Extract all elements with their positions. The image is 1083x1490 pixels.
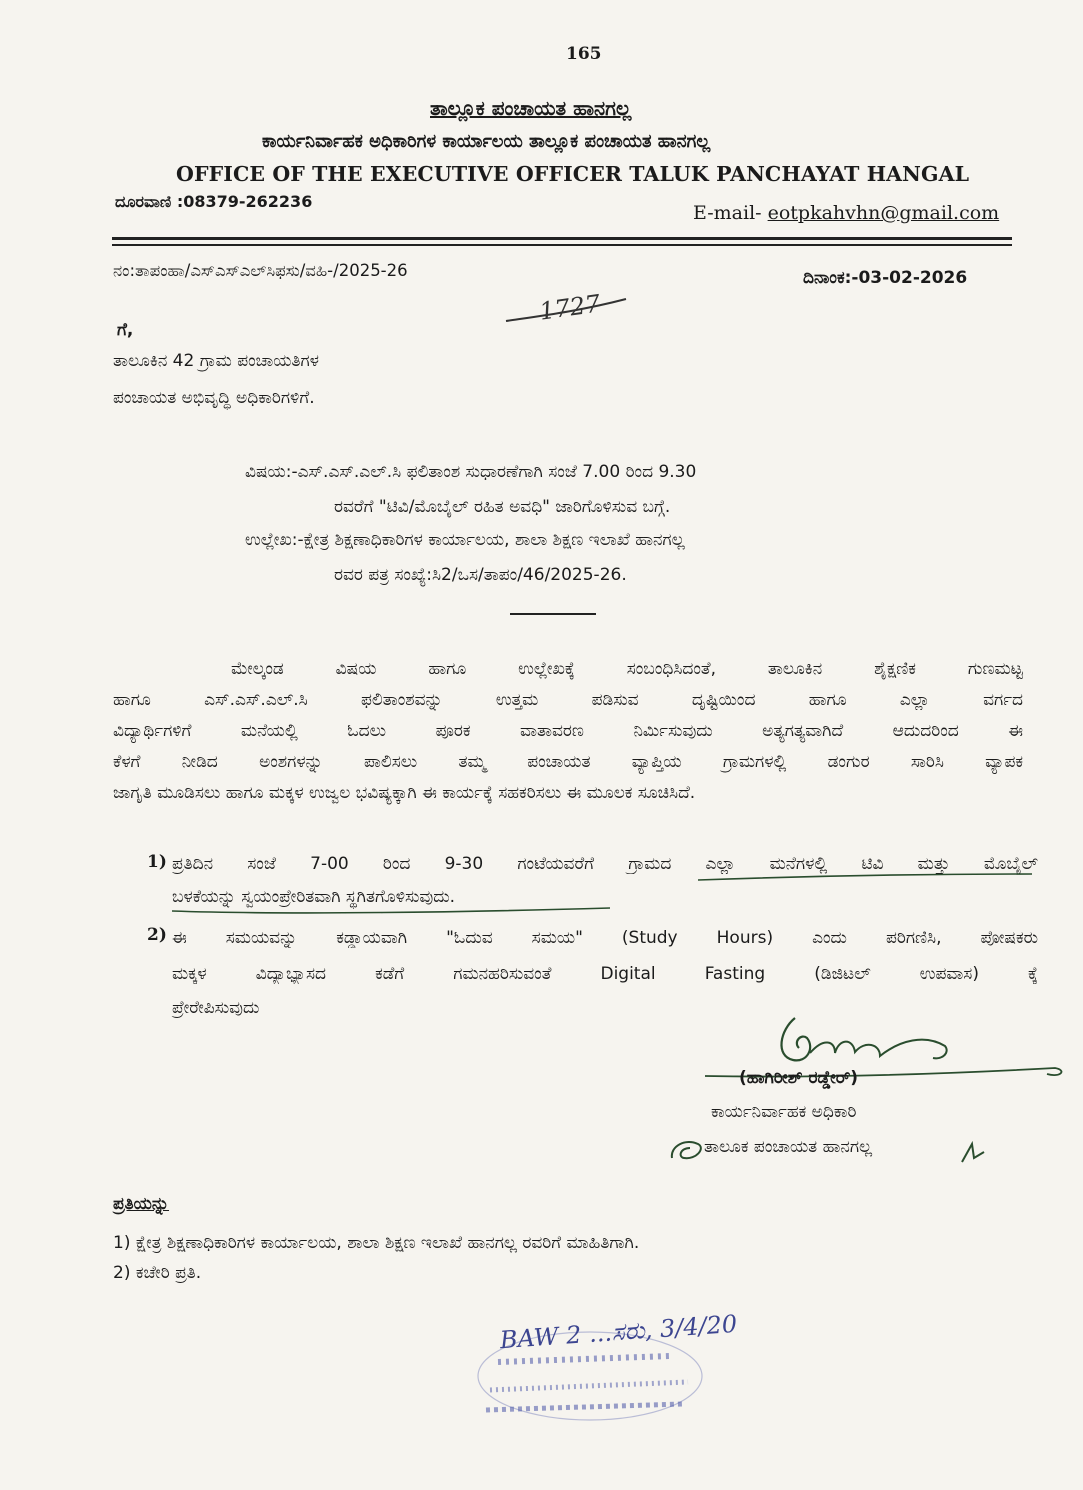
point-1-line-1: ಪ್ರತಿದಿನ ಸಂಜೆ 7-00 ರಿಂದ 9-30 ಗಂಟೆಯವರೆಗೆ ಗ್ರಾಮದ ಎಲ್ಲಾ ಮನೆಗಳಲ್ಲಿ ಟಿವಿ ಮತ್ತು ಮೊಬೈಲ್ [172,854,1038,874]
inward-number-text: 1727 [537,289,603,326]
signature-tick [958,1138,988,1168]
body-line-2: ಹಾಗೂ ಎಸ್.ಎಸ್.ಎಲ್.ಸಿ ಫಲಿತಾಂಶವನ್ನು ಉತ್ತಮ ಪಡಿಸುವ ದೃಷ್ಟಿಯಿಂದ ಹಾಗೂ ಎಲ್ಲಾ ವರ್ಗದ [113,690,1023,710]
received-stamp [470,1298,820,1438]
header-rule-bottom [112,244,1012,246]
subject-line-1: ವಿಷಯ:-ಎಸ್.ಎಸ್.ಎಲ್.ಸಿ ಫಲಿತಾಂಶ ಸುಧಾರಣೆಗಾಗಿ ಸಂಜೆ 7.00 ರಿಂದ 9.30 [245,462,697,482]
reference-line-1: ಉಲ್ಲೇಖ:-ಕ್ಷೇತ್ರ ಶಿಕ್ಷಣಾಧಿಕಾರಿಗಳ ಕಾರ್ಯಾಲಯ, ಶಾಲಾ ಶಿಕ್ಷಣ ಇಲಾಖೆ ಹಾನಗಲ್ಲ [245,530,685,550]
signature-flourish [666,1128,716,1168]
page-number: 165 [566,44,602,64]
office-title-english: OFFICE OF THE EXECUTIVE OFFICER TALUK PANCHAYAT HANGAL [176,162,970,186]
point-2-number: 2) [147,925,167,945]
signatory-designation: ಕಾರ್ಯನಿರ್ವಾಹಕ ಅಧಿಕಾರಿ [711,1102,857,1122]
reference-line-2: ರವರ ಪತ್ರ ಸಂಖ್ಯೆ:ಸಿ2/ಒಸ/ತಾಪಂ/46/2025-26. [334,565,627,585]
addressee-to: ಗೆ, [117,320,134,340]
signatory-name: (ಹಾಗಿರೀಶ್ ರಡ್ಡೇರ್) [739,1068,859,1088]
point-1-number: 1) [147,852,167,872]
body-line-4: ಕೆಳಗೆ ನೀಡಿದ ಅಂಶಗಳನ್ನು ಪಾಲಿಸಲು ತಮ್ಮ ಪಂಚಾಯತ ವ್ಯಾಪ್ತಿಯ ಗ್ರಾಮಗಳಲ್ಲಿ ಡಂಗುರ ಸಾರಿಸಿ ವ್ಯಾಪಕ [113,752,1023,772]
addressee-line-2: ಪಂಚಾಯತ ಅಭಿವೃದ್ಧಿ ಅಧಿಕಾರಿಗಳಿಗೆ. [113,388,315,408]
point-2-line-1: ಈ ಸಮಯವನ್ನು ಕಡ್ಡಾಯವಾಗಿ "ಓದುವ ಸಮಯ" (Study Hours) ಎಂದು ಪರಿಗಣಿಸಿ, ಪೋಷಕರು [172,928,1038,948]
email-label: E-mail- [693,202,768,224]
header-rule-top [112,237,1012,240]
body-line-5: ಜಾಗೃತಿ ಮೂಡಿಸಲು ಹಾಗೂ ಮಕ್ಕಳ ಉಜ್ವಲ ಭವಿಷ್ಯಕ್ಕಾಗಿ ಈ ಕಾರ್ಯಕ್ಕೆ ಸಹಕರಿಸಲು ಈ ಮೂಲಕ ಸೂಚಿಸಿದೆ. [113,783,696,803]
email-line [693,202,999,224]
pen-underline [170,860,1050,920]
point-2-line-3: ಪ್ರೇರೇಪಿಸುವುದು [172,998,260,1018]
copy-to-item-2: 2) ಕಚೇರಿ ಪ್ರತಿ. [113,1263,202,1283]
point-2-line-2: ಮಕ್ಕಳ ವಿದ್ಯಾಭ್ಯಾಸದ ಕಡೆಗೆ ಗಮನಹರಿಸುವಂತೆ Digital Fasting (ಡಿಜಿಟಲ್ ಉಪವಾಸ) ಕ್ಕೆ [172,964,1038,984]
addressee-line-1: ತಾಲೂಕಿನ 42 ಗ್ರಾಮ ಪಂಚಾಯತಿಗಳ [113,351,319,371]
office-title-kannada: ತಾಲ್ಲೂಕ ಪಂಚಾಯತ ಹಾನಗಲ್ಲ [430,96,632,120]
signatory-office: ತಾಲೂಕ ಪಂಚಾಯತ ಹಾನಗಲ್ಲ [704,1137,873,1157]
phone-number: ದೂರವಾಣಿ :08379-262236 [115,192,313,211]
reference-number: ನಂ:ತಾಪಂಹಾ/ಎಸ್ಎಸ್ಎಲ್‌ಸಿಫಸು/ವಹಿ-/2025-26 [113,261,408,280]
subject-divider [510,613,596,615]
office-subtitle-kannada: ಕಾರ್ಯನಿರ್ವಾಹಕ ಅಧಿಕಾರಿಗಳ ಕಾರ್ಯಾಲಯ ತಾಲ್ಲೂಕ ಪಂಚಾಯತ ಹಾನಗಲ್ಲ [262,131,711,152]
receipt-note-text: BAW 2 ...ಸರು, 3/4/20 [498,1309,739,1355]
subject-line-2: ರವರೆಗೆ "ಟಿವಿ/ಮೊಬೈಲ್ ರಹಿತ ಅವಧಿ" ಜಾರಿಗೊಳಿಸುವ ಬಗ್ಗೆ. [334,497,671,517]
letter-date: ದಿನಾಂಕ:-03-02-2026 [803,268,968,288]
body-line-1: ಮೇಲ್ಕಂಡ ವಿಷಯ ಹಾಗೂ ಉಲ್ಲೇಖಕ್ಕೆ ಸಂಬಂಧಿಸಿದಂತೆ, ತಾಲೂಕಿನ ಶೈಕ್ಷಣಿಕ ಗುಣಮಟ್ಟ [231,659,1023,679]
body-line-3: ವಿದ್ಯಾರ್ಥಿಗಳಿಗೆ ಮನೆಯಲ್ಲಿ ಓದಲು ಪೂರಕ ವಾತಾವರಣ ನಿರ್ಮಿಸುವುದು ಅತ್ಯಗತ್ಯವಾಗಿದೆ ಆದುದರಿಂದ ಈ [113,721,1023,741]
body-paragraph [113,654,1023,809]
point-1-line-2: ಬಳಕೆಯನ್ನು ಸ್ವಯಂಪ್ರೇರಿತವಾಗಿ ಸ್ಥಗಿತಗೊಳಿಸುವುದು. [172,887,456,907]
copy-to-heading: ಪ್ರತಿಯನ್ನು [113,1194,170,1214]
inward-number-handwriting [500,283,640,333]
copy-to-item-1: 1) ಕ್ಷೇತ್ರ ಶಿಕ್ಷಣಾಧಿಕಾರಿಗಳ ಕಾರ್ಯಾಲಯ, ಶಾಲಾ ಶಿಕ್ಷಣ ಇಲಾಖೆ ಹಾನಗಲ್ಲ ರವರಿಗೆ ಮಾಹಿತಿಗಾಗಿ. [113,1233,640,1253]
email-address[interactable]: eotpkahvhn@gmail.com [767,202,1000,224]
